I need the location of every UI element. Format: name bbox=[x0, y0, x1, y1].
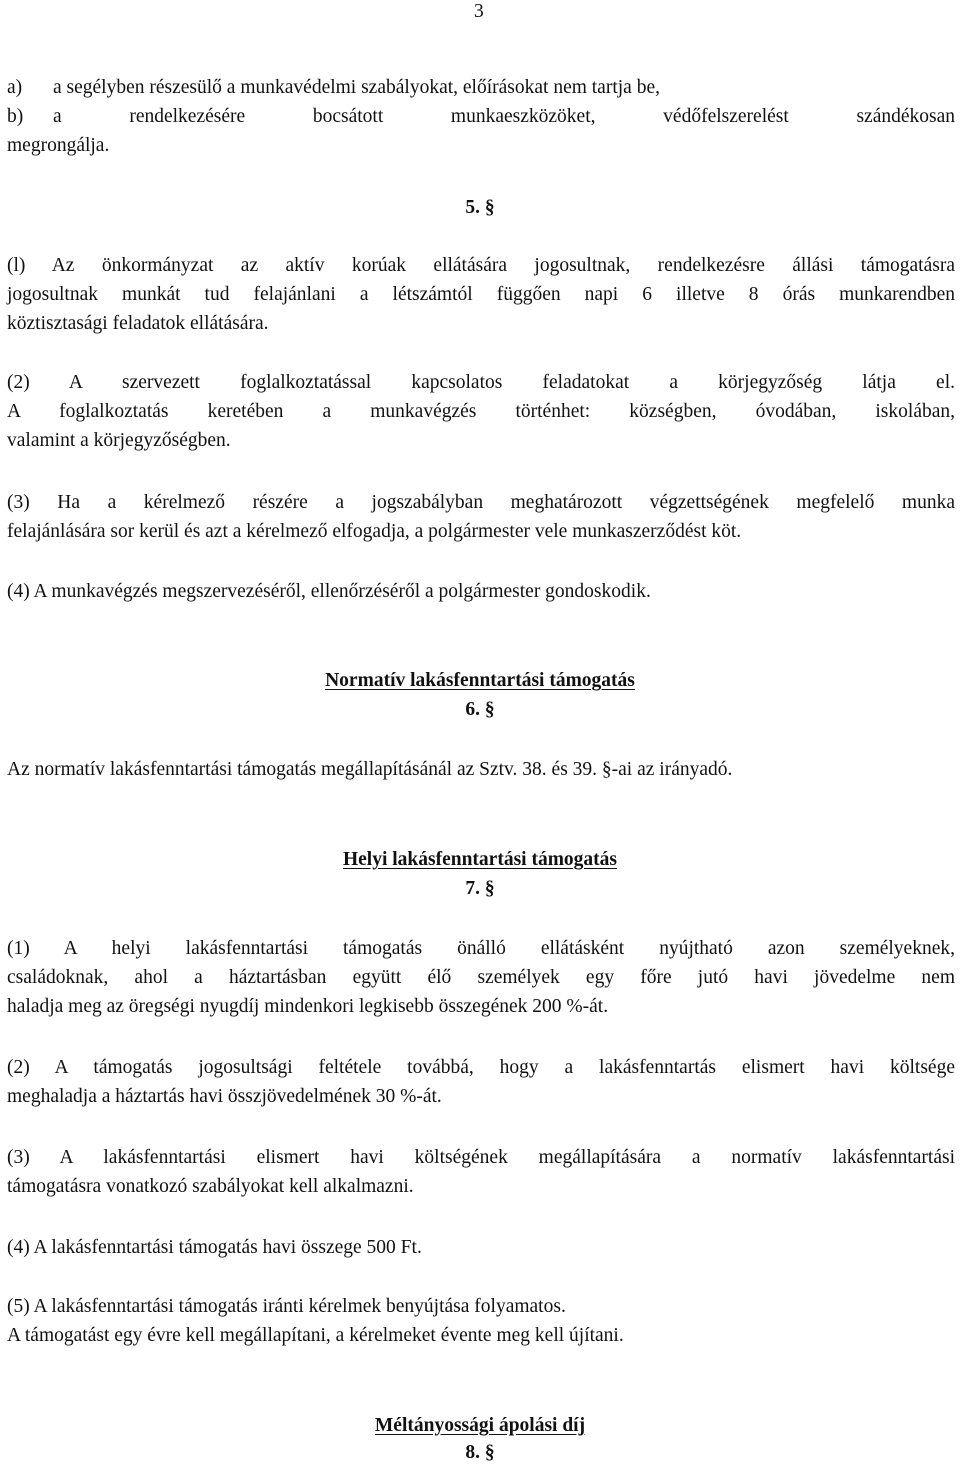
section-number-8: 8. § bbox=[465, 1442, 495, 1463]
paragraph-line: (2) A támogatás jogosultsági feltétele továbbá, hogy a lakásfenntartás elismert havi költsége bbox=[7, 1057, 955, 1078]
paragraph-line: felajánlására sor kerül és azt a kérelmező elfogadja, a polgármester vele munkaszerződést köt. bbox=[7, 521, 742, 542]
paragraph-line: köztisztasági feladatok ellátására. bbox=[7, 313, 269, 334]
paragraph-line: Az normatív lakásfenntartási támogatás megállapításánál az Sztv. 38. és 39. §-ai az irányadó. bbox=[7, 759, 733, 780]
list-item-text: a rendelkezésére bocsátott munkaeszközöket, védőfelszerelést szándékosan bbox=[53, 106, 955, 127]
paragraph-line: (3) A lakásfenntartási elismert havi költségének megállapítására a normatív lakásfenntartási bbox=[7, 1147, 955, 1168]
paragraph-line: (4) A lakásfenntartási támogatás havi összege 500 Ft. bbox=[7, 1237, 422, 1258]
list-item-text: a segélyben részesülő a munkavédelmi szabályokat, előírásokat nem tartja be, bbox=[53, 77, 660, 98]
paragraph-line: A foglalkoztatás keretében a munkavégzés történhet: községben, óvodában, iskolában, bbox=[7, 401, 955, 422]
list-marker: a) bbox=[7, 77, 23, 98]
paragraph-line: (l) Az önkormányzat az aktív korúak ellátására jogosultnak, rendelkezésre állási támogatásra bbox=[7, 255, 955, 276]
list-item-b bbox=[7, 102, 955, 131]
section-heading: Normatív lakásfenntartási támogatás bbox=[325, 670, 635, 691]
paragraph-line: (3) Ha a kérelmező részére a jogszabályban meghatározott végzettségének megfelelő munka bbox=[7, 492, 955, 513]
paragraph-line: támogatásra vonatkozó szabályokat kell alkalmazni. bbox=[7, 1176, 414, 1197]
section-number-5: 5. § bbox=[465, 197, 495, 218]
list-item-a bbox=[7, 73, 955, 102]
paragraph-line: valamint a körjegyzőségben. bbox=[7, 430, 231, 451]
paragraph-line: (2) A szervezett foglalkoztatással kapcsolatos feladatokat a körjegyzőség látja el. bbox=[7, 372, 955, 393]
list-marker: b) bbox=[7, 106, 24, 127]
paragraph-line: (5) A lakásfenntartási támogatás iránti kérelmek benyújtása folyamatos. bbox=[7, 1296, 566, 1317]
paragraph-line: családoknak, ahol a háztartásban együtt élő személyek egy főre jutó havi jövedelme nem bbox=[7, 967, 955, 988]
paragraph-line: (1) A helyi lakásfenntartási támogatás önálló ellátásként nyújtható azon személyeknek, bbox=[7, 938, 955, 959]
section-number-7: 7. § bbox=[465, 878, 495, 899]
paragraph-line: A támogatást egy évre kell megállapítani, a kérelmeket évente meg kell újítani. bbox=[7, 1325, 624, 1346]
page-number: 3 bbox=[474, 1, 484, 22]
list-item-continuation bbox=[7, 131, 955, 160]
section-number-6: 6. § bbox=[465, 699, 495, 720]
list-item-text: megrongálja. bbox=[7, 135, 110, 156]
section-heading: Méltányossági ápolási díj bbox=[374, 1415, 586, 1436]
section-heading: Helyi lakásfenntartási támogatás bbox=[342, 849, 618, 870]
paragraph-line: (4) A munkavégzés megszervezéséről, ellenőrzéséről a polgármester gondoskodik. bbox=[7, 581, 651, 602]
paragraph-line: meghaladja a háztartás havi összjövedelmének 30 %-át. bbox=[7, 1086, 442, 1107]
paragraph-line: jogosultnak munkát tud felajánlani a létszámtól függően napi 6 illetve 8 órás munkarendben bbox=[7, 284, 955, 305]
paragraph-line: haladja meg az öregségi nyugdíj mindenkori legkisebb összegének 200 %-át. bbox=[7, 996, 609, 1017]
